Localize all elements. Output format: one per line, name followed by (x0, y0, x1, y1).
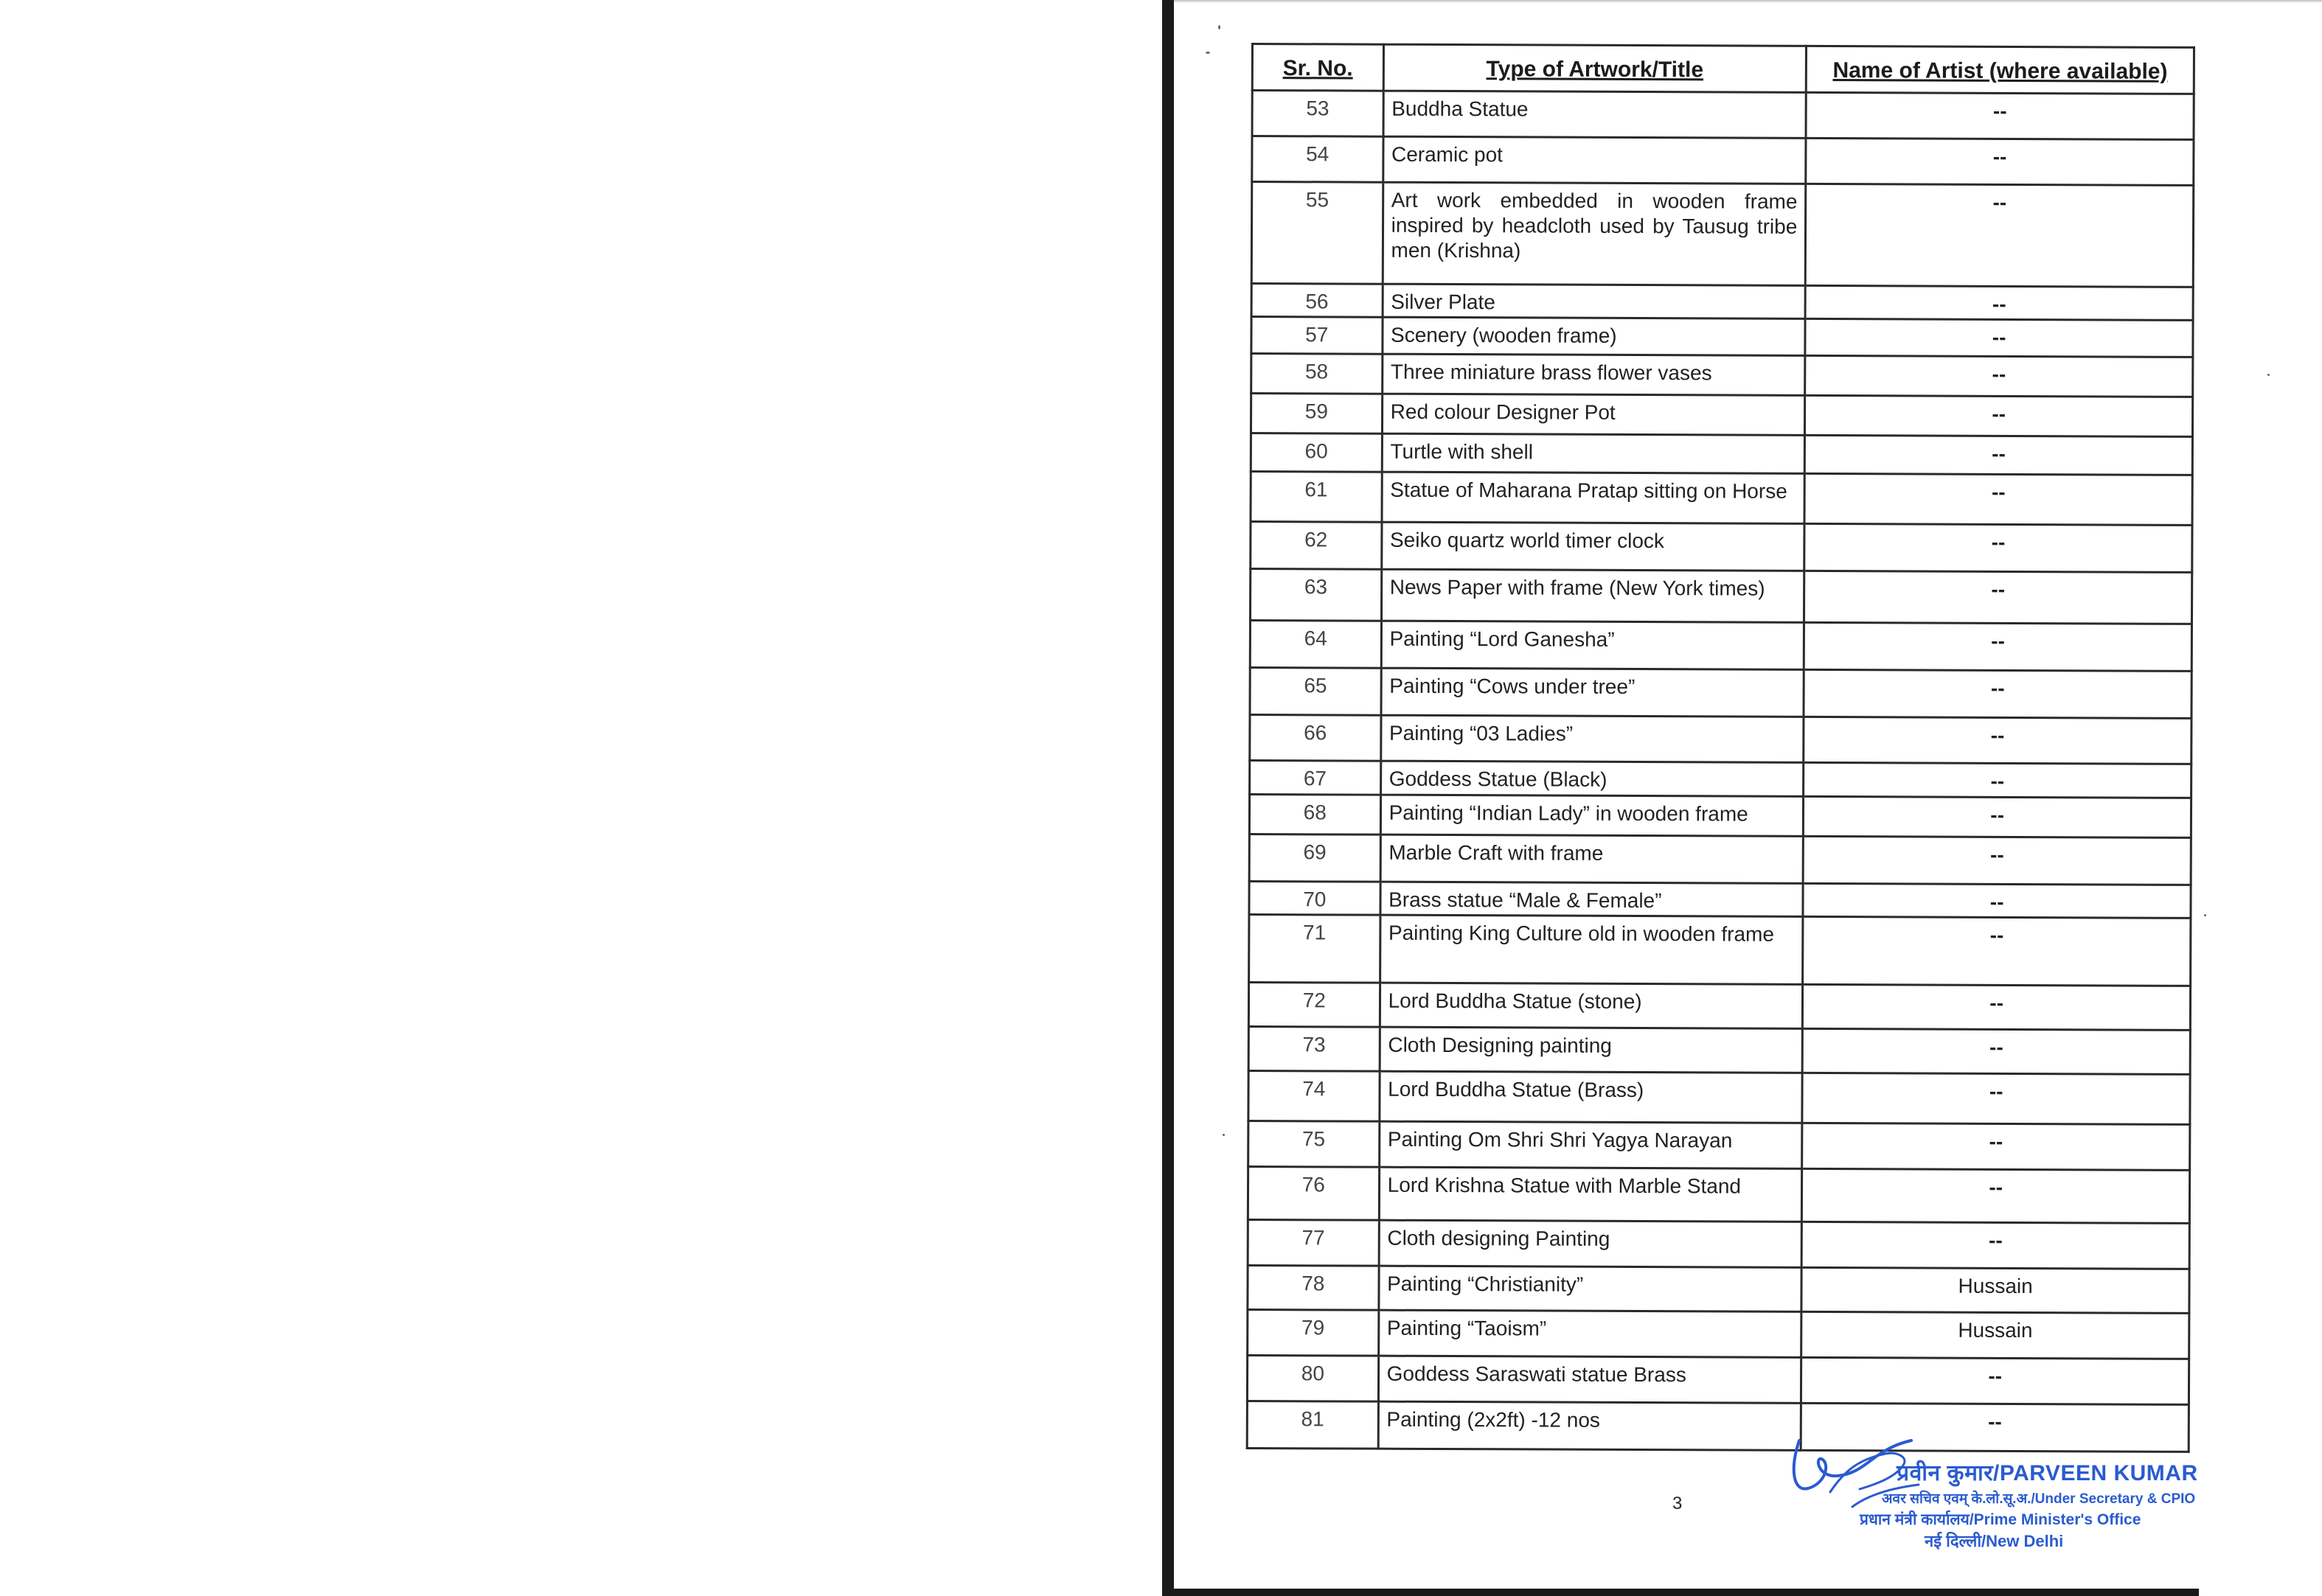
official-stamp (1786, 1418, 2198, 1558)
cell-sr-no: 68 (1249, 794, 1380, 834)
cell-artwork-title: Cloth Designing painting (1380, 1027, 1803, 1073)
cell-artist-name: Hussain (1801, 1267, 2189, 1313)
table-row (1248, 1166, 2189, 1223)
cell-artwork-title: Buddha Statue (1383, 91, 1807, 138)
cell-sr-no: 79 (1248, 1309, 1379, 1356)
cell-artwork-title: Painting King Culture old in wooden frame (1380, 915, 1803, 984)
cell-artwork-title: Painting “Taoism” (1378, 1310, 1801, 1357)
header-type-of-artwork: Type of Artwork/Title (1383, 44, 1807, 92)
cell-sr-no: 76 (1248, 1166, 1379, 1220)
cell-artwork-title: Painting Om Shri Shri Yagya Narayan (1379, 1121, 1802, 1168)
table-row (1249, 914, 2191, 986)
table-row (1249, 881, 2191, 918)
cell-artist-name: -- (1801, 1222, 2189, 1269)
scan-speck (1218, 25, 1220, 29)
cell-artwork-title: Silver Plate (1383, 284, 1806, 318)
cell-artist-name: -- (1805, 395, 2193, 436)
cell-sr-no: 62 (1251, 522, 1382, 570)
artwork-table (1246, 43, 2195, 1453)
table-row (1248, 1219, 2189, 1269)
cell-sr-no: 80 (1247, 1355, 1378, 1401)
cell-artwork-title: Statue of Maharana Pratap sitting on Horse (1382, 472, 1805, 523)
cell-sr-no: 65 (1250, 667, 1381, 715)
cell-artist-name: -- (1802, 1028, 2190, 1074)
table-row (1247, 1355, 2189, 1404)
cell-artwork-title: Lord Buddha Statue (stone) (1380, 983, 1803, 1028)
stamp-designation: अवर सचिव एवम् के.लो.सू.अ./Under Secretary & CPIO (1882, 1491, 2196, 1507)
table-row (1248, 1070, 2190, 1124)
cell-artwork-title: Painting “Cows under tree” (1381, 668, 1804, 717)
cell-sr-no: 81 (1247, 1401, 1378, 1449)
header-sr-no: Sr. No. (1252, 44, 1383, 91)
table-row (1252, 136, 2194, 186)
cell-sr-no: 59 (1251, 394, 1382, 434)
stamp-officer-name: प्रवीन कुमार/PARVEEN KUMAR (1897, 1461, 2198, 1485)
cell-sr-no: 78 (1248, 1265, 1379, 1310)
cell-artist-name: -- (1802, 1168, 2190, 1223)
cell-sr-no: 77 (1248, 1219, 1379, 1266)
cell-sr-no: 72 (1248, 982, 1380, 1027)
cell-artist-name: -- (1805, 435, 2193, 475)
cell-artist-name: -- (1801, 1403, 2189, 1452)
table-row (1250, 569, 2191, 624)
cell-artist-name: -- (1802, 1073, 2190, 1124)
table-row (1250, 621, 2191, 672)
cell-artist-name: -- (1804, 762, 2191, 798)
table-row (1251, 354, 2193, 397)
cell-artwork-title: Seiko quartz world timer clock (1381, 522, 1804, 571)
page-number: 3 (1672, 1494, 1683, 1513)
cell-sr-no: 74 (1248, 1070, 1380, 1121)
scan-speck (1206, 52, 1210, 54)
cell-sr-no: 69 (1249, 834, 1380, 882)
cell-artist-name: -- (1803, 883, 2191, 918)
scan-speck (2267, 374, 2270, 376)
table-row (1252, 91, 2194, 140)
cell-artist-name: -- (1805, 318, 2193, 357)
table-row (1248, 1309, 2189, 1359)
cell-artwork-title: Brass statue “Male & Female” (1380, 882, 1804, 916)
cell-artist-name: -- (1804, 622, 2192, 671)
cell-artwork-title: Art work embedded in wooden frame inspired by headcloth used by Tausug tribe men (Krishna) (1383, 182, 1806, 285)
cell-artwork-title: News Paper with frame (New York times) (1381, 569, 1804, 622)
table-row (1248, 1121, 2190, 1170)
cell-sr-no: 67 (1250, 760, 1381, 795)
cell-artist-name: -- (1806, 138, 2194, 185)
scan-speck (2204, 914, 2206, 916)
cell-artwork-title: Painting “03 Ladies” (1380, 715, 1804, 762)
table-row (1251, 522, 2192, 573)
stamp-city: नई दिल्ली/New Delhi (1925, 1532, 2064, 1550)
table-header-row (1252, 44, 2194, 94)
cell-sr-no: 55 (1251, 182, 1383, 285)
table-row (1249, 834, 2191, 885)
cell-artwork-title: Painting (2x2ft) -12 nos (1378, 1401, 1801, 1450)
cell-sr-no: 56 (1251, 284, 1383, 318)
cell-artist-name: -- (1804, 796, 2191, 837)
cell-sr-no: 61 (1251, 472, 1382, 523)
table-row (1251, 433, 2192, 475)
cell-sr-no: 73 (1248, 1026, 1380, 1071)
scan-bottom-edge (1174, 1589, 2199, 1596)
cell-artist-name: -- (1804, 571, 2192, 624)
table-row (1250, 714, 2191, 764)
cell-artist-name: -- (1804, 473, 2192, 525)
cell-artwork-title: Goddess Statue (Black) (1380, 761, 1804, 796)
table-row (1251, 317, 2193, 358)
cell-artwork-title: Scenery (wooden frame) (1382, 317, 1805, 355)
cell-artwork-title: Lord Krishna Statue with Marble Stand (1379, 1167, 1802, 1222)
cell-sr-no: 60 (1251, 433, 1382, 473)
cell-artist-name: -- (1806, 92, 2194, 139)
table-row (1250, 760, 2191, 798)
table-row (1251, 182, 2194, 288)
cell-sr-no: 63 (1250, 569, 1381, 621)
cell-sr-no: 71 (1249, 914, 1380, 983)
cell-artist-name: -- (1801, 1357, 2189, 1404)
table-row (1251, 284, 2193, 321)
table-row (1251, 394, 2192, 437)
cell-sr-no: 53 (1252, 91, 1383, 137)
cell-artwork-title: Painting “Lord Ganesha” (1381, 621, 1804, 669)
cell-artwork-title: Goddess Saraswati statue Brass (1378, 1356, 1801, 1403)
cell-artist-name: -- (1804, 669, 2191, 718)
cell-artwork-title: Cloth designing Painting (1379, 1220, 1802, 1267)
cell-artist-name: -- (1804, 717, 2191, 764)
table-row (1248, 1026, 2190, 1074)
cell-artwork-title: Three miniature brass flower vases (1382, 354, 1805, 395)
cell-sr-no: 54 (1252, 136, 1383, 183)
cell-sr-no: 58 (1251, 354, 1383, 394)
table-row (1251, 472, 2192, 526)
cell-artist-name: -- (1805, 285, 2193, 320)
cell-artist-name: -- (1805, 355, 2193, 397)
cell-artwork-title: Turtle with shell (1382, 433, 1805, 473)
cell-artwork-title: Marble Craft with frame (1380, 834, 1804, 883)
cell-artist-name: -- (1806, 184, 2194, 287)
scan-binding-edge (1162, 0, 1174, 1596)
cell-sr-no: 66 (1250, 714, 1381, 761)
cell-artwork-title: Painting “Christianity” (1379, 1266, 1802, 1311)
cell-artist-name: Hussain (1801, 1311, 2189, 1359)
table-row (1248, 982, 2190, 1030)
cell-sr-no: 70 (1249, 881, 1380, 915)
scan-speck (1223, 1134, 1225, 1136)
cell-sr-no: 75 (1248, 1121, 1380, 1167)
table-row (1249, 794, 2191, 837)
stamp-office: प्रधान मंत्री कार्यालय/Prime Minister's Office (1860, 1511, 2141, 1528)
header-name-of-artist: Name of Artist (where available) (1807, 46, 2194, 94)
cell-sr-no: 64 (1250, 621, 1381, 669)
cell-artist-name: -- (1804, 523, 2192, 572)
cell-artwork-title: Painting “Indian Lady” in wooden frame (1380, 795, 1804, 836)
table-row (1250, 667, 2191, 718)
cell-sr-no: 57 (1251, 317, 1383, 355)
cell-artwork-title: Lord Buddha Statue (Brass) (1379, 1071, 1802, 1123)
document-page (1174, 3, 2322, 1589)
table-row (1248, 1265, 2189, 1313)
artwork-table-body (1247, 91, 2194, 1452)
cell-artwork-title: Red colour Designer Pot (1382, 394, 1805, 435)
cell-artist-name: -- (1803, 984, 2191, 1030)
cell-artist-name: -- (1803, 916, 2191, 986)
cell-artist-name: -- (1802, 1123, 2190, 1170)
cell-artwork-title: Ceramic pot (1383, 136, 1806, 184)
cell-artist-name: -- (1803, 836, 2191, 885)
